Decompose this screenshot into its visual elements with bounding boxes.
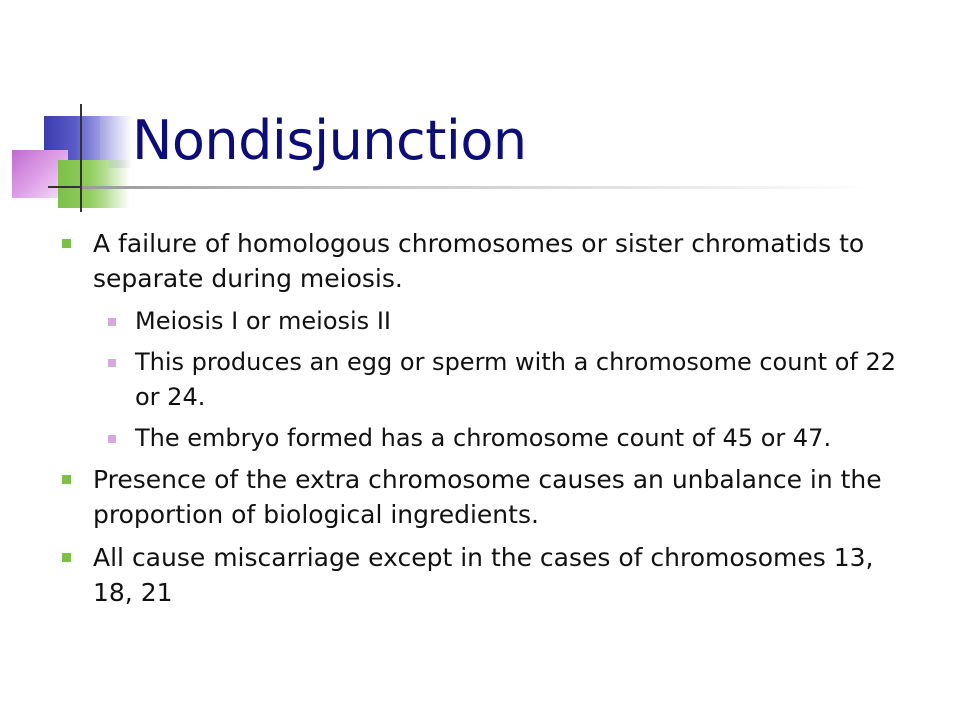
bullet-text: All cause miscarriage except in the cases of chromosomes 13, 18, 21 — [93, 543, 874, 607]
title-underline — [82, 186, 872, 189]
green-square-bullet-icon — [62, 239, 71, 248]
lavender-square-bullet-icon — [108, 359, 116, 367]
sub-bullet-text: This produces an egg or sperm with a chromosome count of 22 or 24. — [135, 348, 896, 411]
slide-title: Nondisjunction — [132, 109, 527, 172]
green-square-bullet-icon — [62, 475, 71, 484]
sub-bullet-text: Meiosis I or meiosis II — [135, 307, 391, 335]
sub-bullet-item — [60, 421, 920, 456]
green-square-bullet-icon — [62, 553, 71, 562]
bullet-list — [60, 226, 920, 618]
decorative-vertical-line — [80, 104, 82, 212]
sub-bullet-text: The embryo formed has a chromosome count of 45 or 47. — [135, 424, 832, 452]
decorative-green-square — [58, 160, 108, 208]
bullet-item — [60, 540, 920, 610]
lavender-square-bullet-icon — [108, 435, 116, 443]
sub-bullet-item — [60, 345, 920, 415]
decorative-horizontal-line — [48, 186, 86, 188]
bullet-item — [60, 226, 920, 296]
sub-bullet-item — [60, 304, 920, 339]
decorative-green-fade — [108, 160, 130, 208]
bullet-item — [60, 462, 920, 532]
lavender-square-bullet-icon — [108, 318, 116, 326]
bullet-text: Presence of the extra chromosome causes an unbalance in the proportion of biological ingredients. — [93, 465, 882, 529]
bullet-text: A failure of homologous chromosomes or sister chromatids to separate during meiosis. — [93, 229, 865, 293]
